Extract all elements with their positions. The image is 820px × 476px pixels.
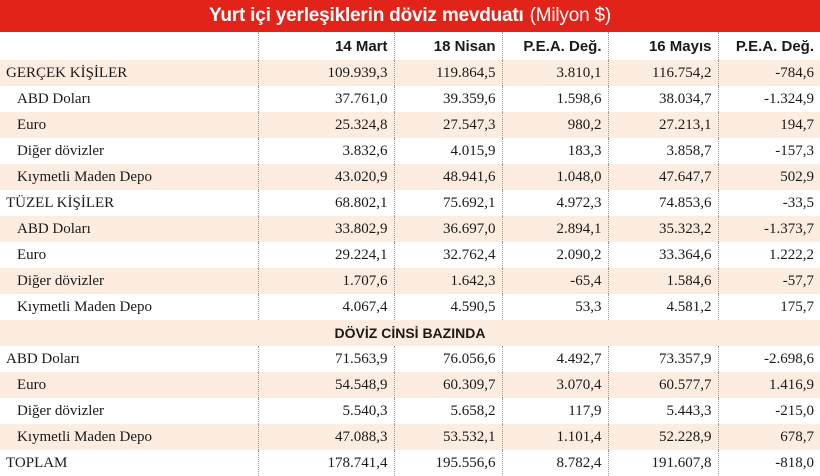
cell: 2.894,1 <box>502 216 608 242</box>
cell: 25.324,8 <box>258 112 394 138</box>
cell: 37.761,0 <box>258 86 394 112</box>
cell: 4.492,7 <box>502 346 608 372</box>
cell: 175,7 <box>718 294 820 320</box>
table-row <box>0 268 820 294</box>
cell: -215,0 <box>718 398 820 424</box>
header-row <box>0 32 820 60</box>
column-header: 14 Mart <box>258 32 394 60</box>
cell: 4.067,4 <box>258 294 394 320</box>
row-label: Diğer dövizler <box>0 138 258 164</box>
cell: 73.357,9 <box>608 346 718 372</box>
cell: 60.309,7 <box>394 372 502 398</box>
section-heading: DÖVİZ CİNSİ BAZINDA <box>0 320 820 346</box>
cell: -65,4 <box>502 268 608 294</box>
table-row <box>0 424 820 450</box>
cell: 1.642,3 <box>394 268 502 294</box>
cell: 502,9 <box>718 164 820 190</box>
column-header: P.E.A. Değ. <box>718 32 820 60</box>
cell: 1.222,2 <box>718 242 820 268</box>
row-label: ABD Doları <box>0 86 258 112</box>
row-label: Euro <box>0 372 258 398</box>
table-row <box>0 242 820 268</box>
table-row <box>0 216 820 242</box>
table-row <box>0 190 820 216</box>
cell: 48.941,6 <box>394 164 502 190</box>
cell: 678,7 <box>718 424 820 450</box>
cell: 4.581,2 <box>608 294 718 320</box>
cell: 2.090,2 <box>502 242 608 268</box>
cell: 3.832,6 <box>258 138 394 164</box>
cell: 4.590,5 <box>394 294 502 320</box>
cell: 27.213,1 <box>608 112 718 138</box>
cell: 5.658,2 <box>394 398 502 424</box>
cell: -1.373,7 <box>718 216 820 242</box>
cell: 1.598,6 <box>502 86 608 112</box>
cell: 109.939,3 <box>258 60 394 86</box>
cell: 54.548,9 <box>258 372 394 398</box>
table-row <box>0 294 820 320</box>
cell: 60.577,7 <box>608 372 718 398</box>
cell: -57,7 <box>718 268 820 294</box>
cell: 71.563,9 <box>258 346 394 372</box>
cell: 47.088,3 <box>258 424 394 450</box>
row-label: TOPLAM <box>0 450 258 476</box>
row-label: Euro <box>0 242 258 268</box>
cell: 74.853,6 <box>608 190 718 216</box>
cell: -818,0 <box>718 450 820 476</box>
cell: 3.810,1 <box>502 60 608 86</box>
cell: 29.224,1 <box>258 242 394 268</box>
cell: 35.323,2 <box>608 216 718 242</box>
row-label: Kıymetli Maden Depo <box>0 294 258 320</box>
cell: 195.556,6 <box>394 450 502 476</box>
row-label: Diğer dövizler <box>0 398 258 424</box>
section-row <box>0 320 820 346</box>
column-header <box>0 32 258 60</box>
cell: 194,7 <box>718 112 820 138</box>
row-label: Euro <box>0 112 258 138</box>
cell: 1.416,9 <box>718 372 820 398</box>
table-row <box>0 138 820 164</box>
cell: 33.802,9 <box>258 216 394 242</box>
cell: 32.762,4 <box>394 242 502 268</box>
cell: 1.707,6 <box>258 268 394 294</box>
cell: 47.647,7 <box>608 164 718 190</box>
title-unit: (Milyon $) <box>529 5 612 26</box>
table-row <box>0 60 820 86</box>
cell: 8.782,4 <box>502 450 608 476</box>
cell: 38.034,7 <box>608 86 718 112</box>
cell: 191.607,8 <box>608 450 718 476</box>
cell: 75.692,1 <box>394 190 502 216</box>
cell: 4.972,3 <box>502 190 608 216</box>
row-label: ABD Doları <box>0 216 258 242</box>
row-label: Diğer dövizler <box>0 268 258 294</box>
table-row <box>0 372 820 398</box>
cell: 5.443,3 <box>608 398 718 424</box>
cell: 1.101,4 <box>502 424 608 450</box>
cell: 5.540,3 <box>258 398 394 424</box>
cell: 53,3 <box>502 294 608 320</box>
table-title <box>0 0 820 32</box>
cell: -1.324,9 <box>718 86 820 112</box>
cell: 1.584,6 <box>608 268 718 294</box>
column-header: P.E.A. Değ. <box>502 32 608 60</box>
cell: 39.359,6 <box>394 86 502 112</box>
cell: 3.858,7 <box>608 138 718 164</box>
cell: 3.070,4 <box>502 372 608 398</box>
row-label: ABD Doları <box>0 346 258 372</box>
cell: 980,2 <box>502 112 608 138</box>
table-row <box>0 164 820 190</box>
cell: 4.015,9 <box>394 138 502 164</box>
cell: 43.020,9 <box>258 164 394 190</box>
cell: 52.228,9 <box>608 424 718 450</box>
cell: 1.048,0 <box>502 164 608 190</box>
cell: -2.698,6 <box>718 346 820 372</box>
row-label: Kıymetli Maden Depo <box>0 164 258 190</box>
table-row <box>0 398 820 424</box>
cell: 116.754,2 <box>608 60 718 86</box>
cell: 68.802,1 <box>258 190 394 216</box>
cell: 178.741,4 <box>258 450 394 476</box>
table-row <box>0 86 820 112</box>
cell: -157,3 <box>718 138 820 164</box>
cell: -33,5 <box>718 190 820 216</box>
cell: -784,6 <box>718 60 820 86</box>
column-header: 18 Nisan <box>394 32 502 60</box>
column-header: 16 Mayıs <box>608 32 718 60</box>
cell: 183,3 <box>502 138 608 164</box>
cell: 53.532,1 <box>394 424 502 450</box>
cell: 33.364,6 <box>608 242 718 268</box>
cell: 76.056,6 <box>394 346 502 372</box>
row-label: TÜZEL KİŞİLER <box>0 190 258 216</box>
cell: 36.697,0 <box>394 216 502 242</box>
deposit-table <box>0 32 820 476</box>
title-main: Yurt içi yerleşiklerin döviz mevduatı <box>208 5 524 26</box>
table-row <box>0 112 820 138</box>
row-label: Kıymetli Maden Depo <box>0 424 258 450</box>
table-row <box>0 346 820 372</box>
row-label: GERÇEK KİŞİLER <box>0 60 258 86</box>
cell: 27.547,3 <box>394 112 502 138</box>
cell: 117,9 <box>502 398 608 424</box>
table-row <box>0 450 820 476</box>
cell: 119.864,5 <box>394 60 502 86</box>
